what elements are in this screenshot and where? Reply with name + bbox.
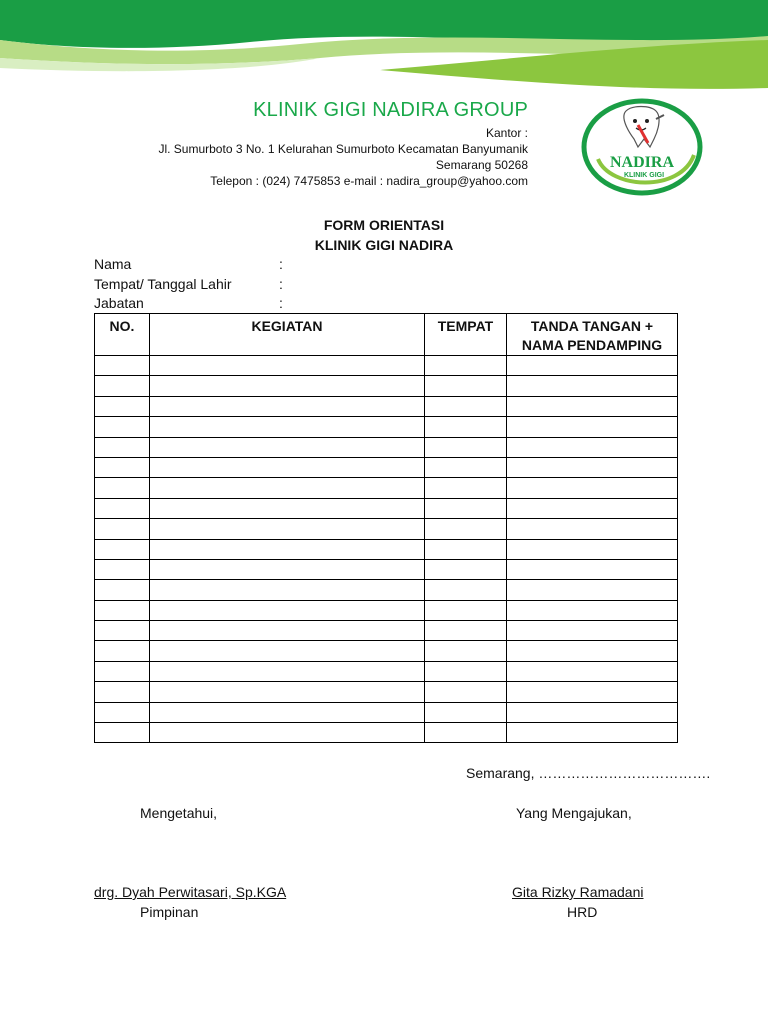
activity-cell[interactable] xyxy=(150,356,425,376)
signature-cell[interactable] xyxy=(507,621,678,641)
signature-cell[interactable] xyxy=(507,559,678,579)
place-cell[interactable] xyxy=(425,457,507,477)
table-row xyxy=(95,376,678,396)
office-label: Kantor : xyxy=(485,126,528,140)
table-row xyxy=(95,559,678,579)
signature-cell[interactable] xyxy=(507,478,678,498)
activity-cell[interactable] xyxy=(150,539,425,559)
no-cell[interactable] xyxy=(95,417,150,437)
signature-cell[interactable] xyxy=(507,498,678,518)
signature-cell[interactable] xyxy=(507,396,678,416)
activity-cell[interactable] xyxy=(150,702,425,722)
signature-cell[interactable] xyxy=(507,600,678,620)
no-cell[interactable] xyxy=(95,519,150,539)
signature-cell[interactable] xyxy=(507,417,678,437)
activity-cell[interactable] xyxy=(150,478,425,498)
table-row xyxy=(95,478,678,498)
contact-line: Telepon : (024) 7475853 e-mail : nadira_group@yahoo.com xyxy=(210,174,528,188)
field-name-label: Nama xyxy=(94,256,132,272)
activity-cell[interactable] xyxy=(150,498,425,518)
tooth-mascot-icon xyxy=(624,107,664,148)
clinic-logo xyxy=(580,97,705,197)
no-cell[interactable] xyxy=(95,641,150,661)
signature-cell[interactable] xyxy=(507,702,678,722)
table-row xyxy=(95,356,678,376)
activity-cell[interactable] xyxy=(150,376,425,396)
header-signature: TANDA TANGAN + NAMA PENDAMPING xyxy=(507,314,678,356)
table-body xyxy=(95,356,678,743)
activity-cell[interactable] xyxy=(150,682,425,702)
form-title: FORM ORIENTASI xyxy=(323,217,445,233)
activity-cell[interactable] xyxy=(150,519,425,539)
place-cell[interactable] xyxy=(425,702,507,722)
table-row xyxy=(95,723,678,743)
header-no: NO. xyxy=(95,314,150,356)
table-row xyxy=(95,641,678,661)
field-birth-colon: : xyxy=(279,276,283,292)
activity-cell[interactable] xyxy=(150,580,425,600)
signature-cell[interactable] xyxy=(507,723,678,743)
table-row xyxy=(95,437,678,457)
no-cell[interactable] xyxy=(95,437,150,457)
table-row xyxy=(95,600,678,620)
no-cell[interactable] xyxy=(95,723,150,743)
no-cell[interactable] xyxy=(95,396,150,416)
no-cell[interactable] xyxy=(95,702,150,722)
signature-cell[interactable] xyxy=(507,580,678,600)
activity-cell[interactable] xyxy=(150,600,425,620)
table-row xyxy=(95,621,678,641)
activity-cell[interactable] xyxy=(150,437,425,457)
leader-title: Pimpinan xyxy=(140,904,199,920)
clinic-name: KLINIK GIGI NADIRA GROUP xyxy=(253,99,528,121)
activity-cell[interactable] xyxy=(150,621,425,641)
no-cell[interactable] xyxy=(95,600,150,620)
place-cell[interactable] xyxy=(425,376,507,396)
table-row xyxy=(95,519,678,539)
table-row xyxy=(95,417,678,437)
header-banner xyxy=(0,0,768,90)
table-row xyxy=(95,682,678,702)
activity-cell[interactable] xyxy=(150,396,425,416)
no-cell[interactable] xyxy=(95,478,150,498)
no-cell[interactable] xyxy=(95,376,150,396)
address-line: Jl. Sumurboto 3 No. 1 Kelurahan Sumurboto Kecamatan Banyumanik xyxy=(158,142,528,156)
applicant-name: Gita Rizky Ramadani xyxy=(512,884,644,900)
signature-cell[interactable] xyxy=(507,682,678,702)
activity-cell[interactable] xyxy=(150,661,425,681)
table-row xyxy=(95,457,678,477)
activity-cell[interactable] xyxy=(150,559,425,579)
signature-cell[interactable] xyxy=(507,661,678,681)
field-position-label: Jabatan xyxy=(94,295,144,311)
leader-name: drg. Dyah Perwitasari, Sp.KGA xyxy=(94,884,287,900)
no-cell[interactable] xyxy=(95,457,150,477)
activity-cell[interactable] xyxy=(150,457,425,477)
place-cell[interactable] xyxy=(425,417,507,437)
city-postcode: Semarang 50268 xyxy=(435,158,528,172)
form-subtitle: KLINIK GIGI NADIRA xyxy=(314,237,454,253)
signature-cell[interactable] xyxy=(507,519,678,539)
place-cell[interactable] xyxy=(425,682,507,702)
signature-cell[interactable] xyxy=(507,457,678,477)
place-cell[interactable] xyxy=(425,498,507,518)
header-tempat: TEMPAT xyxy=(425,314,507,356)
submitted-label: Yang Mengajukan, xyxy=(516,805,632,821)
table-row xyxy=(95,498,678,518)
header-kegiatan: KEGIATAN xyxy=(150,314,425,356)
place-cell[interactable] xyxy=(425,437,507,457)
field-position-colon: : xyxy=(279,295,283,311)
signature-cell[interactable] xyxy=(507,356,678,376)
activity-cell[interactable] xyxy=(150,417,425,437)
no-cell[interactable] xyxy=(95,661,150,681)
orientation-table xyxy=(94,313,678,743)
activity-cell[interactable] xyxy=(150,723,425,743)
table-row xyxy=(95,539,678,559)
applicant-title: HRD xyxy=(567,904,598,920)
signature-cell[interactable] xyxy=(507,539,678,559)
table-header-row xyxy=(95,314,678,356)
no-cell[interactable] xyxy=(95,559,150,579)
place-cell[interactable] xyxy=(425,356,507,376)
svg-text:NADIRA: NADIRA xyxy=(610,154,674,171)
place-cell[interactable] xyxy=(425,478,507,498)
place-cell[interactable] xyxy=(425,519,507,539)
table-row xyxy=(95,396,678,416)
field-name-colon: : xyxy=(279,256,283,272)
no-cell[interactable] xyxy=(95,356,150,376)
acknowledged-label: Mengetahui, xyxy=(140,805,218,821)
activity-cell[interactable] xyxy=(150,641,425,661)
no-cell[interactable] xyxy=(95,682,150,702)
place-cell[interactable] xyxy=(425,396,507,416)
place-cell[interactable] xyxy=(425,580,507,600)
place-cell[interactable] xyxy=(425,559,507,579)
signature-cell[interactable] xyxy=(507,376,678,396)
table-row xyxy=(95,661,678,681)
place-cell[interactable] xyxy=(425,723,507,743)
no-cell[interactable] xyxy=(95,621,150,641)
place-cell[interactable] xyxy=(425,621,507,641)
table-row xyxy=(95,580,678,600)
no-cell[interactable] xyxy=(95,580,150,600)
place-date: Semarang, ………………………………. xyxy=(466,765,711,781)
place-cell[interactable] xyxy=(425,600,507,620)
field-birth-label: Tempat/ Tanggal Lahir xyxy=(94,276,232,292)
svg-text:KLINIK GIGI: KLINIK GIGI xyxy=(623,172,665,179)
signature-cell[interactable] xyxy=(507,437,678,457)
table-row xyxy=(95,702,678,722)
signature-cell[interactable] xyxy=(507,641,678,661)
place-cell[interactable] xyxy=(425,641,507,661)
place-cell[interactable] xyxy=(425,539,507,559)
no-cell[interactable] xyxy=(95,498,150,518)
place-cell[interactable] xyxy=(425,661,507,681)
no-cell[interactable] xyxy=(95,539,150,559)
